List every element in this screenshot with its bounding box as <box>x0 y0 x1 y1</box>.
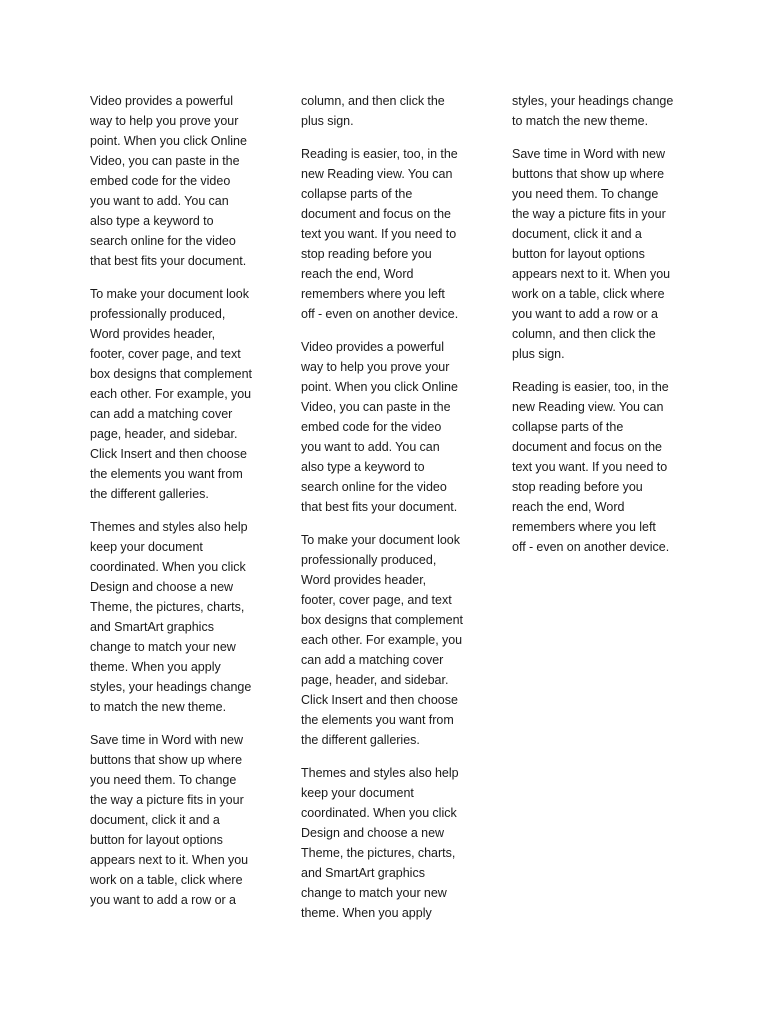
text-line: Video, you can paste in the <box>301 400 451 414</box>
text-line: the elements you want from <box>301 713 454 727</box>
text-line: appears next to it. When you <box>512 267 671 281</box>
text-line: To make your document look <box>301 533 461 547</box>
text-line: off - even on another device. <box>301 307 459 321</box>
text-line: coordinated. When you click <box>90 560 246 574</box>
text-line: column, and then click the <box>512 327 656 341</box>
text-line: new Reading view. You can <box>512 400 664 414</box>
text-line: Word provides header, <box>90 327 216 341</box>
text-line: and SmartArt graphics <box>90 620 214 634</box>
text-line: coordinated. When you click <box>301 806 457 820</box>
text-line: point. When you click Online <box>90 134 247 148</box>
text-line: buttons that show up where <box>512 167 665 181</box>
text-line: document, click it and a <box>90 813 220 827</box>
text-line: Save time in Word with new <box>90 733 243 747</box>
paragraph <box>90 91 262 271</box>
text-line: box designs that complement <box>90 367 252 381</box>
text-column-1 <box>90 91 262 923</box>
paragraph <box>301 530 473 750</box>
text-line: plus sign. <box>301 114 354 128</box>
text-line: Video provides a powerful <box>90 94 234 108</box>
text-line: embed code for the video <box>90 174 231 188</box>
text-line: stop reading before you <box>512 480 643 494</box>
text-line: keep your document <box>301 786 414 800</box>
text-line: text you want. If you need to <box>301 227 457 241</box>
text-line: search online for the video <box>90 234 236 248</box>
text-line: you want to add. You can <box>90 194 229 208</box>
text-line: change to match your new <box>301 886 447 900</box>
text-line: the way a picture fits in your <box>512 207 666 221</box>
paragraph <box>90 730 262 910</box>
text-line: remembers where you left <box>512 520 656 534</box>
text-line: collapse parts of the <box>512 420 624 434</box>
paragraph <box>512 91 684 131</box>
text-line: reach the end, Word <box>512 500 625 514</box>
text-line: the way a picture fits in your <box>90 793 244 807</box>
text-line: document, click it and a <box>512 227 642 241</box>
text-line: way to help you prove your <box>301 360 450 374</box>
text-line: you need them. To change <box>90 773 237 787</box>
text-line: the different galleries. <box>90 487 209 501</box>
text-line: theme. When you apply <box>301 906 432 920</box>
paragraph <box>301 91 473 131</box>
text-line: document and focus on the <box>301 207 451 221</box>
text-line: To make your document look <box>90 287 250 301</box>
text-line: keep your document <box>90 540 203 554</box>
text-line: Video, you can paste in the <box>90 154 240 168</box>
text-line: Theme, the pictures, charts, <box>301 846 456 860</box>
paragraph <box>512 144 684 364</box>
text-line: box designs that complement <box>301 613 463 627</box>
text-line: styles, your headings change <box>512 94 674 108</box>
text-line: to match the new theme. <box>512 114 649 128</box>
text-line: button for layout options <box>90 833 223 847</box>
text-line: document and focus on the <box>512 440 662 454</box>
text-line: point. When you click Online <box>301 380 458 394</box>
text-line: column, and then click the <box>301 94 445 108</box>
text-line: Theme, the pictures, charts, <box>90 600 245 614</box>
text-line: you need them. To change <box>512 187 659 201</box>
text-line: search online for the video <box>301 480 447 494</box>
text-line: collapse parts of the <box>301 187 413 201</box>
text-line: and SmartArt graphics <box>301 866 425 880</box>
text-line: can add a matching cover <box>90 407 233 421</box>
text-line: embed code for the video <box>301 420 442 434</box>
text-line: also type a keyword to <box>90 214 214 228</box>
text-line: buttons that show up where <box>90 753 243 767</box>
paragraph <box>301 337 473 517</box>
paragraph <box>301 763 473 923</box>
text-line: stop reading before you <box>301 247 432 261</box>
paragraph <box>301 144 473 324</box>
text-line: Click Insert and then choose <box>90 447 247 461</box>
text-line: way to help you prove your <box>90 114 239 128</box>
text-line: work on a table, click where <box>90 873 243 887</box>
paragraph <box>90 517 262 717</box>
text-line: text you want. If you need to <box>512 460 668 474</box>
text-line: Click Insert and then choose <box>301 693 458 707</box>
text-line: button for layout options <box>512 247 645 261</box>
text-line: styles, your headings change <box>90 680 252 694</box>
text-line: footer, cover page, and text <box>90 347 241 361</box>
text-line: Design and choose a new <box>90 580 234 594</box>
text-line: Themes and styles also help <box>301 766 459 780</box>
text-line: work on a table, click where <box>512 287 665 301</box>
text-line: Themes and styles also help <box>90 520 248 534</box>
text-line: that best fits your document. <box>90 254 247 268</box>
text-line: plus sign. <box>512 347 565 361</box>
text-line: reach the end, Word <box>301 267 414 281</box>
text-line: footer, cover page, and text <box>301 593 452 607</box>
text-line: professionally produced, <box>301 553 437 567</box>
text-line: theme. When you apply <box>90 660 221 674</box>
text-column-2 <box>301 91 473 936</box>
text-line: Reading is easier, too, in the <box>301 147 458 161</box>
text-line: page, header, and sidebar. <box>301 673 449 687</box>
text-line: each other. For example, you <box>90 387 252 401</box>
text-line: you want to add a row or a <box>90 893 236 907</box>
text-line: page, header, and sidebar. <box>90 427 238 441</box>
text-line: each other. For example, you <box>301 633 463 647</box>
text-line: you want to add a row or a <box>512 307 658 321</box>
text-line: Reading is easier, too, in the <box>512 380 669 394</box>
text-line: off - even on another device. <box>512 540 670 554</box>
text-line: to match the new theme. <box>90 700 227 714</box>
text-line: the elements you want from <box>90 467 243 481</box>
text-line: that best fits your document. <box>301 500 458 514</box>
text-line: Word provides header, <box>301 573 427 587</box>
text-line: can add a matching cover <box>301 653 444 667</box>
text-line: the different galleries. <box>301 733 420 747</box>
text-line: you want to add. You can <box>301 440 440 454</box>
paragraph <box>90 284 262 504</box>
paragraph <box>512 377 684 557</box>
text-line: Design and choose a new <box>301 826 445 840</box>
text-line: remembers where you left <box>301 287 445 301</box>
text-line: Save time in Word with new <box>512 147 665 161</box>
text-line: new Reading view. You can <box>301 167 453 181</box>
text-line: change to match your new <box>90 640 236 654</box>
text-line: appears next to it. When you <box>90 853 249 867</box>
text-column-3 <box>512 91 684 570</box>
text-line: professionally produced, <box>90 307 226 321</box>
text-line: also type a keyword to <box>301 460 425 474</box>
text-line: Video provides a powerful <box>301 340 445 354</box>
